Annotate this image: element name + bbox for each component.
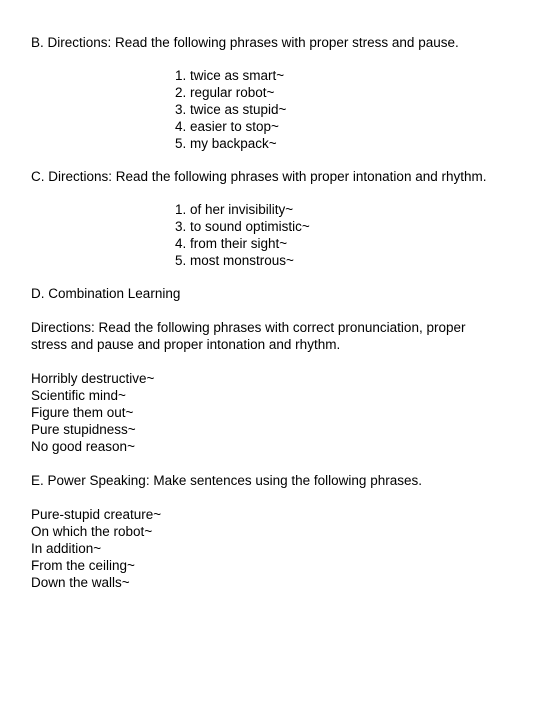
list-item: Horribly destructive~ <box>31 371 155 386</box>
list-item: Scientific mind~ <box>31 388 126 403</box>
list-item: 5. my backpack~ <box>175 136 277 151</box>
document-page <box>31 34 491 591</box>
list-item: 2. regular robot~ <box>175 85 275 100</box>
section-e-list <box>31 506 491 591</box>
list-item: 4. from their sight~ <box>175 236 288 251</box>
list-item: 3. twice as stupid~ <box>175 102 287 117</box>
list-item: 4. easier to stop~ <box>175 119 279 134</box>
section-c-heading: C. Directions: Read the following phrases with proper intonation and rhythm. <box>31 169 487 184</box>
list-item: Pure stupidness~ <box>31 422 136 437</box>
list-item: Pure-stupid creature~ <box>31 507 162 522</box>
section-d-heading: D. Combination Learning <box>31 286 181 301</box>
list-item: 1. twice as smart~ <box>175 68 285 83</box>
list-item: In addition~ <box>31 541 102 556</box>
list-item: 1. of her invisibility~ <box>175 202 294 217</box>
section-c-list <box>175 201 491 269</box>
list-item: On which the robot~ <box>31 524 153 539</box>
list-item: 5. most monstrous~ <box>175 253 294 268</box>
section-d-list <box>31 370 491 455</box>
list-item: Down the walls~ <box>31 575 130 590</box>
list-item: No good reason~ <box>31 439 135 454</box>
section-e-heading: E. Power Speaking: Make sentences using the following phrases. <box>31 473 422 488</box>
list-item: From the ceiling~ <box>31 558 135 573</box>
section-b-list <box>175 67 491 152</box>
section-d-directions: Directions: Read the following phrases with correct pronunciation, proper stress and pause and proper intonation and rhythm. <box>31 320 466 352</box>
section-b-heading: B. Directions: Read the following phrases with proper stress and pause. <box>31 35 459 50</box>
list-item: 3. to sound optimistic~ <box>175 219 310 234</box>
list-item: Figure them out~ <box>31 405 134 420</box>
